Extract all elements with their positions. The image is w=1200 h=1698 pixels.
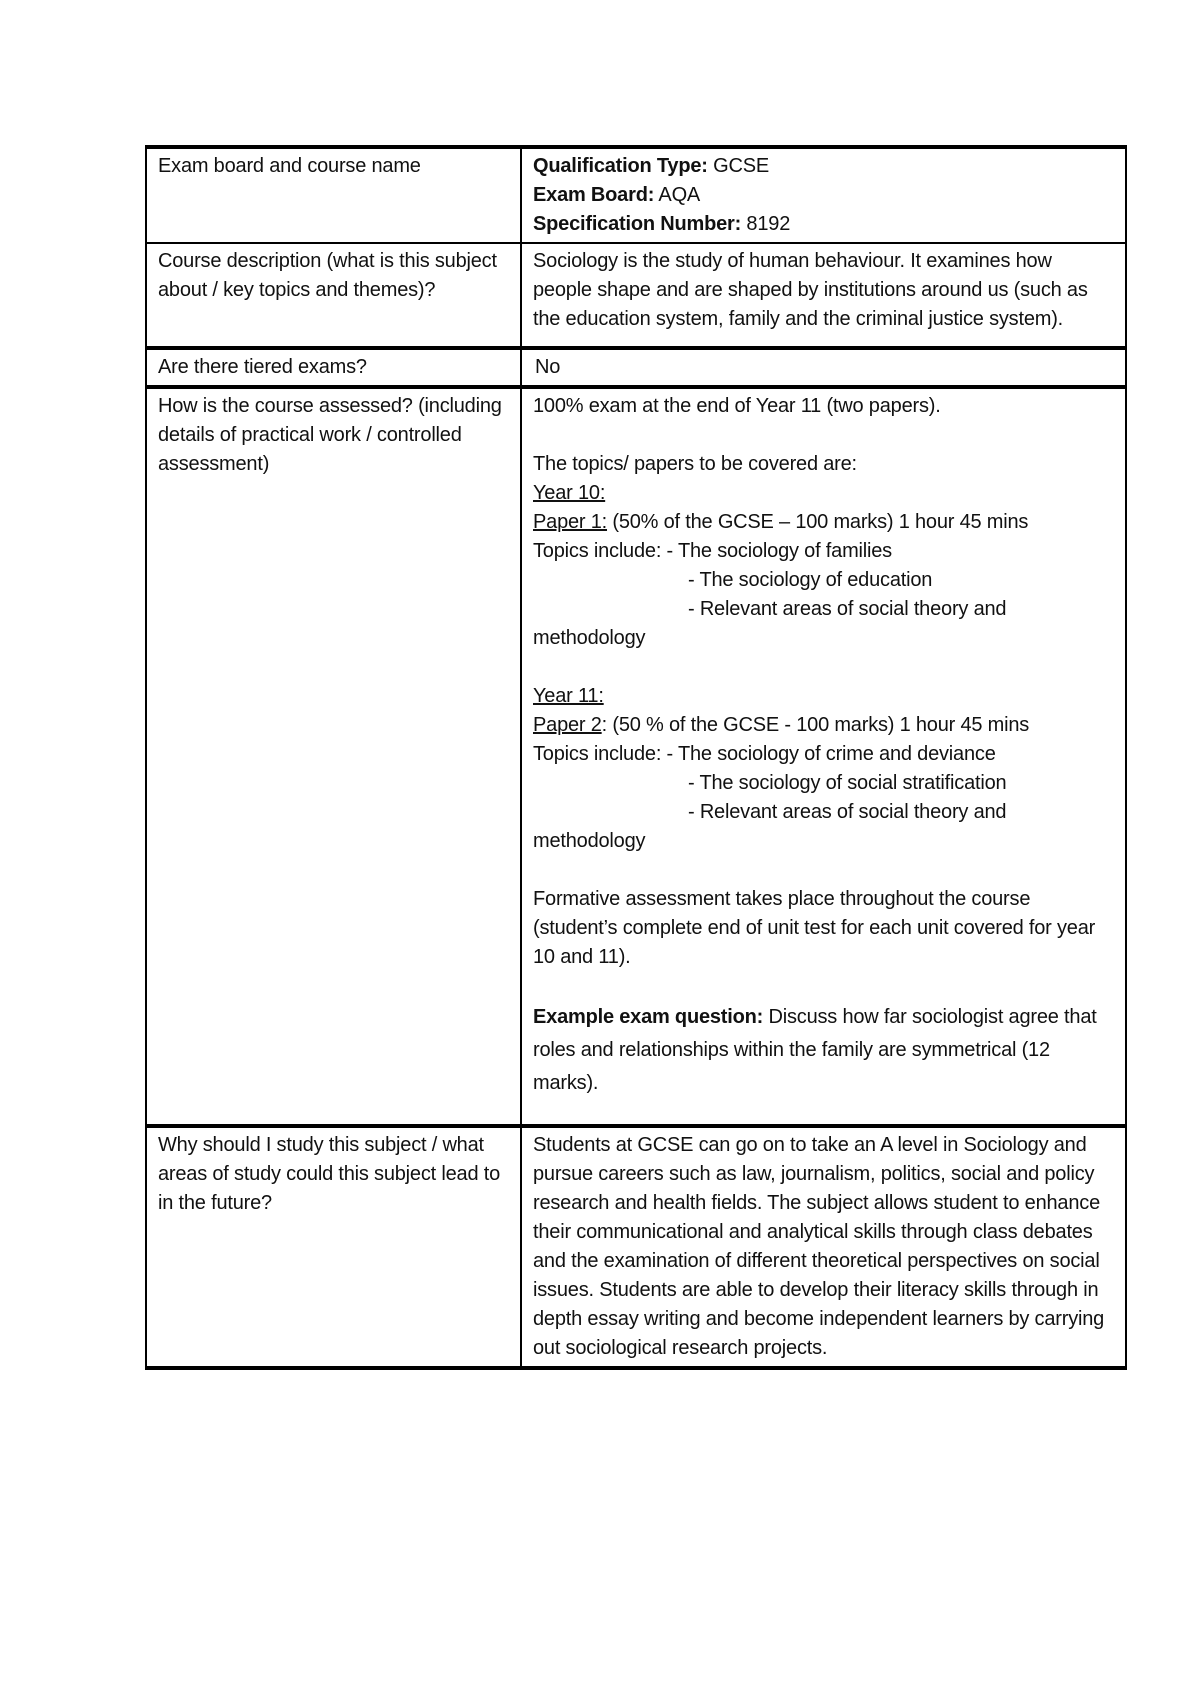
topics-intro: The topics/ papers to be covered are: — [533, 453, 857, 475]
board-label: Exam Board: — [533, 184, 655, 206]
paper1-topic1: Topics include: - The sociology of families — [533, 540, 892, 562]
paper1-topic2: - The sociology of education — [688, 569, 933, 591]
exam-board-label: Exam board and course name — [146, 147, 521, 243]
paper1-topic3-cont: methodology — [533, 627, 646, 649]
why-study-text: Students at GCSE can go on to take an A level in Sociology and pursue careers such as law, journalism, politics, social and policy research and health fields. The subject allows student to enhance their communicational and analytical skills through class debates and the examination of different theoretical perspectives on social issues. Students are able to develop their literacy skills through in depth essay writing and become independent learners by carrying out sociological research projects. — [521, 1126, 1126, 1368]
description-text: Sociology is the study of human behaviour. It examines how people shape and are shaped by institutions around us (such as the education system, family and the criminal justice system). — [521, 243, 1126, 348]
exam-board-details — [521, 147, 1126, 243]
paper1-line — [533, 508, 1115, 537]
example-text: Discuss how far sociologist agree that roles and relationships within the family are symmetrical (12 marks). — [533, 1006, 1097, 1094]
year11-heading: Year 11: — [533, 685, 604, 707]
description-label: Course description (what is this subject about / key topics and themes)? — [146, 243, 521, 348]
example-question — [533, 1001, 1115, 1100]
board-value: AQA — [654, 184, 701, 206]
qualification-label: Qualification Type: — [533, 155, 708, 177]
tiered-value: No — [521, 348, 1126, 387]
assessment-details — [521, 387, 1126, 1126]
year10-heading: Year 10: — [533, 482, 606, 504]
paper2-topic1: Topics include: - The sociology of crime and deviance — [533, 743, 996, 765]
paper2-label: Paper 2 — [533, 714, 602, 736]
table-row-tiered — [146, 348, 1126, 387]
spec-value: 8192 — [741, 213, 791, 235]
paper1-topic3: - Relevant areas of social theory and — [688, 598, 1007, 620]
board-line — [533, 181, 1115, 210]
table-row-exam-board — [146, 147, 1126, 243]
spec-line — [533, 210, 1115, 239]
assessment-intro: 100% exam at the end of Year 11 (two papers). — [533, 395, 941, 417]
paper2-line — [533, 711, 1115, 740]
qualification-value: GCSE — [707, 155, 769, 177]
table-row-why-study — [146, 1126, 1126, 1368]
table-row-description — [146, 243, 1126, 348]
paper2-topic2: - The sociology of social stratification — [688, 772, 1007, 794]
paper1-label: Paper 1: — [533, 511, 608, 533]
tiered-label: Are there tiered exams? — [146, 348, 521, 387]
spec-label: Specification Number: — [533, 213, 742, 235]
paper2-topic3: - Relevant areas of social theory and — [688, 801, 1007, 823]
paper1-detail: (50% of the GCSE – 100 marks) 1 hour 45 mins — [607, 511, 1029, 533]
table-row-assessment — [146, 387, 1126, 1126]
paper2-topic3-cont: methodology — [533, 830, 646, 852]
example-label: Example exam question: — [533, 1006, 764, 1028]
course-info-table — [145, 145, 1127, 1370]
formative-assessment: Formative assessment takes place throughout the course (student’s complete end of unit test for each unit covered for year 10 and 11). — [533, 888, 1096, 968]
paper2-detail: : (50 % of the GCSE - 100 marks) 1 hour 45 mins — [601, 714, 1030, 736]
assessment-label: How is the course assessed? (including details of practical work / controlled assessment) — [146, 387, 521, 1126]
qualification-line — [533, 152, 1115, 181]
why-study-label: Why should I study this subject / what areas of study could this subject lead to in the future? — [146, 1126, 521, 1368]
